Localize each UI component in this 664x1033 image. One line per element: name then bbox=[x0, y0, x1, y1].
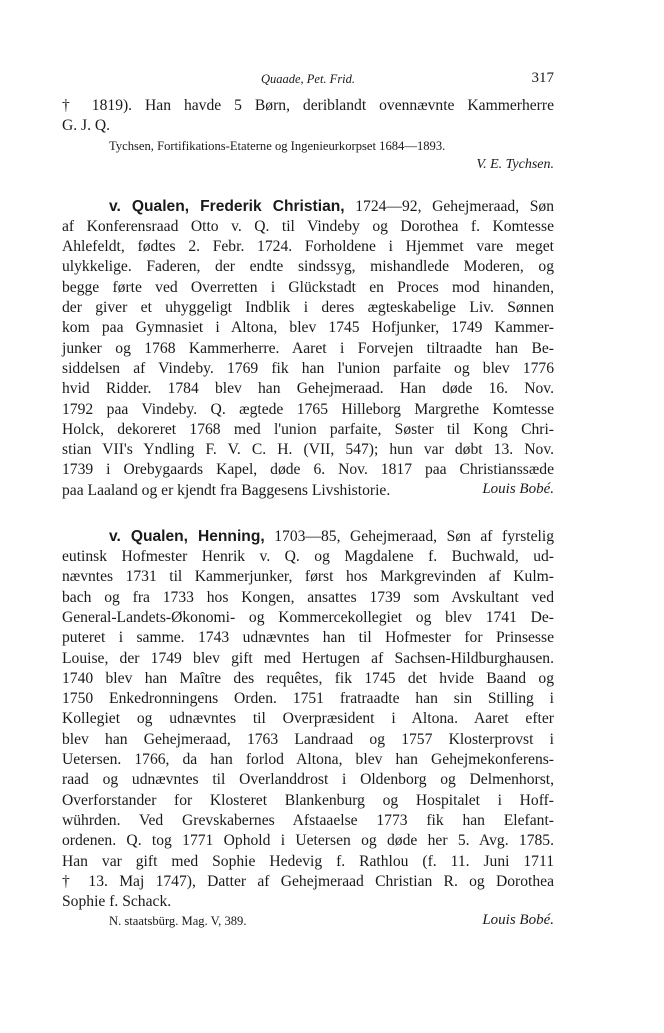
page bbox=[62, 70, 554, 932]
text-line: siddelsen af Vindeby. 1769 fik han l'union parfaite og blev 1776 bbox=[62, 359, 554, 377]
entry-first-line: v. Qualen, Frederik Christian, 1724—92, Gehejmeraad, Søn bbox=[109, 197, 554, 215]
text-line: † 13. Maj 1747), Datter af Gehejmeraad Christian R. og Dorothea bbox=[62, 872, 554, 890]
author-signature: Louis Bobé. bbox=[482, 480, 554, 497]
running-title: Quaade, Pet. Frid. bbox=[260, 72, 356, 86]
text-line: ordenen. Q. tog 1771 Ophold i Uetersen og døde her 5. Avg. 1785. bbox=[62, 832, 554, 850]
entry-footer bbox=[62, 912, 554, 932]
page-header bbox=[62, 70, 554, 96]
page-number: 317 bbox=[531, 70, 554, 86]
entry-headword: v. Qualen, Henning, bbox=[109, 527, 265, 545]
text-line: Kollegiet og udnævntes til Overpræsident i Altona. Aaret efter bbox=[62, 710, 554, 728]
entry-headword: v. Qualen, Frederik Christian, bbox=[109, 197, 345, 215]
source-reference: Tychsen, Fortifikations-Etaterne og Ingenieurkorpset 1684—1893. bbox=[109, 138, 446, 153]
text-line: Han var gift med Sophie Hedevig f. Rathlou (f. 11. Juni 1711 bbox=[62, 852, 554, 870]
text-line: G. J. Q. bbox=[62, 117, 111, 135]
author-signature: V. E. Tychsen. bbox=[476, 156, 554, 172]
text-line: 1740 blev han Maître des requêtes, fik 1745 det hvide Baand og bbox=[62, 669, 554, 687]
author-signature: Louis Bobé. bbox=[482, 912, 554, 929]
text-line: nævntes 1731 til Kammerjunker, først hos Markgrevinden af Kulm- bbox=[62, 568, 554, 586]
text-line: General-Landets-Økonomi- og Kommercekollegiet og blev 1741 De- bbox=[62, 608, 554, 626]
text-line: begge førte ved Overretten i Glückstadt en Proces mod hinanden, bbox=[62, 278, 554, 296]
text-line: blev han Gehejmeraad, 1763 Landraad og 1757 Klosterprovst i bbox=[62, 730, 554, 748]
text-line: Louise, der 1749 blev gift med Hertugen af Sachsen-Hildburghausen. bbox=[62, 649, 554, 667]
text-line: Ahlefeldt, fødtes 2. Febr. 1724. Forholdene i Hjemmet vare meget bbox=[62, 238, 554, 256]
text-line: stian VII's Yndling F. V. C. H. (VII, 547); hun var døbt 13. Nov. bbox=[62, 441, 554, 459]
entry-continuation bbox=[62, 96, 554, 175]
text-line: af Konferensraad Otto v. Q. til Vindeby og Dorothea f. Komtesse bbox=[62, 217, 554, 235]
text-line: kom paa Gymnasiet i Altona, blev 1745 Hofjunker, 1749 Kammer- bbox=[62, 319, 554, 337]
text-line: 1750 Enkedronningens Orden. 1751 fratraadte han sin Stilling i bbox=[62, 690, 554, 708]
text-line: 1739 i Orebygaards Kapel, døde 6. Nov. 1817 paa Christianssæde bbox=[62, 461, 554, 479]
text-line: paa Laaland og er kjendt fra Baggesens Livshistorie. bbox=[62, 481, 391, 499]
text-line: Overforstander for Klosteret Blankenburg og Hospitalet i Hoff- bbox=[62, 791, 554, 809]
entry-frederik-christian bbox=[62, 197, 554, 501]
text-line: der giver et uhyggeligt Indblik i deres ægteskabelige Liv. Sønnen bbox=[62, 299, 554, 317]
text-line: Uetersen. 1766, da han forlod Altona, blev han Gehejmekonferens- bbox=[62, 751, 554, 769]
text-line: † 1819). Han havde 5 Børn, deriblandt ovennævnte Kammerherre bbox=[62, 97, 554, 114]
entry-henning bbox=[62, 527, 554, 933]
text-line: bach og fra 1733 hos Kongen, ansattes 1739 som Avskultant ved bbox=[62, 588, 554, 606]
text-line: puteret i samme. 1743 udnævntes han til Hofmester for Prinsesse bbox=[62, 629, 554, 647]
entry-last-line bbox=[62, 481, 554, 501]
text-line: raad og udnævntes til Overlanddrost i Oldenborg og Delmenhorst, bbox=[62, 771, 554, 789]
text-line: junker og 1768 Kammerherre. Aaret i Forvejen tiltraadte han Be- bbox=[62, 339, 554, 357]
source-reference: N. staatsbürg. Mag. V, 389. bbox=[109, 914, 247, 929]
text-line: hvid Ridder. 1784 blev han Gehejmeraad. Han døde 16. Nov. bbox=[62, 380, 554, 398]
text-line: 1792 paa Vindeby. Q. ægtede 1765 Hilleborg Margrethe Komtesse bbox=[62, 400, 554, 418]
text-line: eutinsk Hofmester Henrik v. Q. og Magdalene f. Buchwald, ud- bbox=[62, 548, 554, 566]
text-line: Sophie f. Schack. bbox=[62, 893, 172, 911]
text-line: Holck, dekoreret 1768 med l'union parfaite, Søster til Kong Chri- bbox=[62, 420, 554, 438]
entry-first-line: v. Qualen, Henning, 1703—85, Gehejmeraad, Søn af fyrstelig bbox=[109, 527, 554, 545]
text-line: wührden. Ved Grevskabernes Afstaaelse 1773 fik han Elefant- bbox=[62, 811, 554, 829]
text-line: ulykkelige. Faderen, der endte sindssyg, mishandlede Moderen, og bbox=[62, 258, 554, 276]
